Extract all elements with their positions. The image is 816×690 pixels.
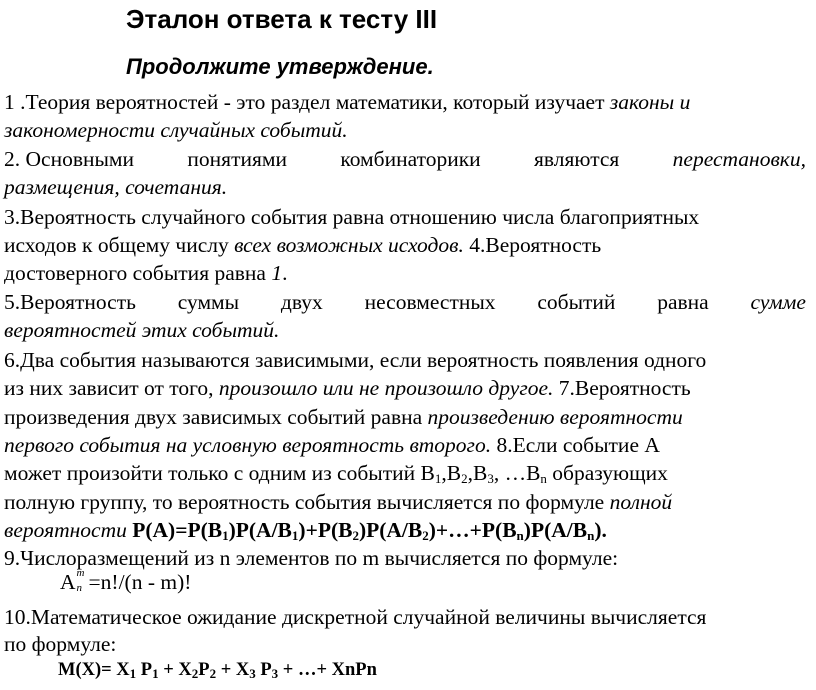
item-5-answer-b: вероятностей этих событий. [4,318,280,342]
formula-part: )+…+Р(В [428,518,517,542]
formula-indices [77,568,89,596]
expectation-formula [58,656,377,684]
item-7-text: 7.Вероятность [553,376,691,400]
item-10-text: по формуле: [4,632,117,656]
item-2-line-1 [4,145,806,173]
formula-part: Р [198,660,210,680]
item-8-line-2 [4,488,672,516]
item-3-answer: всех возможных исходов. [234,233,464,257]
subscript: 1 [291,528,299,543]
item-3-line-2 [4,231,601,259]
item-6-text: из них зависит от того, [4,376,219,400]
item-6-answer: произошло или не произошло другое. [218,376,554,400]
item-8-answer-b: вероятности [4,518,133,542]
item-2-line-2 [4,173,227,201]
item-8-line-3 [4,516,607,544]
item-5-word: 5.Вероятность [4,290,136,314]
item-2-word: Основными [25,147,135,171]
item-5-line-1 [4,288,806,316]
formula-superscript: m [76,567,85,579]
item-8-line-1 [4,459,668,487]
item-4-answer: 1 [271,261,283,285]
page-subtitle: Продолжите утверждение. [126,54,434,79]
item-6-line-2 [4,374,691,402]
item-5-word: равна [657,290,709,314]
subscript: 2 [461,471,468,486]
item-2-answer-a: перестановки, [672,147,806,171]
formula-part: ). [594,518,607,542]
item-2-word: являются [534,147,620,171]
item-3-text: 3.Вероятность случайного события равна отношению числа благоприятных [4,205,700,229]
item-8-text: 8.Если событие А [491,433,660,457]
subscript: 2 [422,528,429,543]
item-1-line-1 [4,88,690,116]
formula-part: )Р(А/В [523,518,588,542]
subscript: 3 [271,666,279,681]
formula-part: )Р(А/В [228,518,292,542]
item-7-line-1 [4,403,683,431]
item-5-word: двух [280,290,323,314]
item-10-text: 10.Математическое ожидание дискретной случайной величины вычисляется [4,605,707,629]
formula-part: =n!/(n - m)! [88,570,192,594]
item-3-line-1 [4,203,699,231]
item-6-line-1 [4,346,706,374]
arrangements-formula [60,568,191,596]
subscript: 3 [249,666,256,681]
formula-part: Р(А)=Р(В [132,518,223,542]
subscript: 1 [434,471,442,486]
subscript: 2 [209,666,217,681]
item-2-number: 2. [4,147,21,171]
formula-part: )+Р(В [298,518,353,542]
subscript: 2 [191,666,199,681]
item-1-answer-a: законы и [609,90,691,114]
item-8-text: может произойти только с одним из событий В [4,461,435,485]
item-5-answer-a: сумме [750,290,806,314]
subscript: 1 [152,666,159,681]
item-10-line-1 [4,603,706,631]
subscript: 3 [487,471,494,486]
item-7-answer-b: первого события на условную вероятность второго. [4,433,492,457]
formula-part: )Р(А/В [358,518,423,542]
item-4-period: . [282,261,288,285]
subscript: 2 [352,528,359,543]
item-1-text: 1 .Теория вероятностей - это раздел математики, который изучает [4,90,610,114]
item-5-word: суммы [177,290,240,314]
item-1-answer-b: закономерности случайных событий. [4,118,348,142]
item-4-text: достоверного события равна [4,261,272,285]
item-7-answer-a: произведению вероятности [427,405,683,429]
formula-symbol: А [60,570,76,594]
item-2-word: комбинаторики [340,147,481,171]
formula-subscript: n [76,582,83,594]
subscript: n [516,528,524,543]
item-10-line-2 [4,630,116,658]
item-2-answer-b: размещения, сочетания. [4,175,228,199]
item-3-text: исходов к общему числу [4,233,235,257]
item-8-text: ,В [441,461,462,485]
item-9-text: 9.Числоразмещений из n элементов по m вычисляется по формуле: [4,546,619,570]
subscript: 1 [129,666,137,681]
item-1-line-2 [4,116,348,144]
formula-part: + Х [216,660,250,680]
formula-part: Р [255,660,272,680]
item-8-text: ,В [467,461,488,485]
item-8-text: , …В [493,461,541,485]
item-5-word: несовместных [364,290,496,314]
item-4-line [4,259,287,287]
subscript: n [587,528,595,543]
item-5-line-2 [4,316,279,344]
item-7-line-2 [4,431,660,459]
subscript: n [540,471,547,486]
item-5-word: событий [537,290,616,314]
total-probability-formula [132,518,607,542]
item-6-text: 6.Два события называются зависимыми, если вероятность появления одного [4,348,707,372]
item-7-text: произведения двух зависимых событий равна [4,405,428,429]
formula-part: + Х [158,660,192,680]
item-8-text: образующих [546,461,668,485]
formula-part: Р [136,660,153,680]
formula-part: М(Х)= Х [58,660,130,680]
item-2-word: понятиями [187,147,287,171]
item-8-text: полную группу, то вероятность события вычисляется по формуле [4,490,610,514]
item-4-text: 4.Вероятность [463,233,602,257]
subscript: 1 [222,528,229,543]
item-8-answer-a: полной [609,490,673,514]
page-title: Эталон ответа к тесту III [126,4,438,34]
formula-part: + …+ ХnРn [278,660,377,680]
